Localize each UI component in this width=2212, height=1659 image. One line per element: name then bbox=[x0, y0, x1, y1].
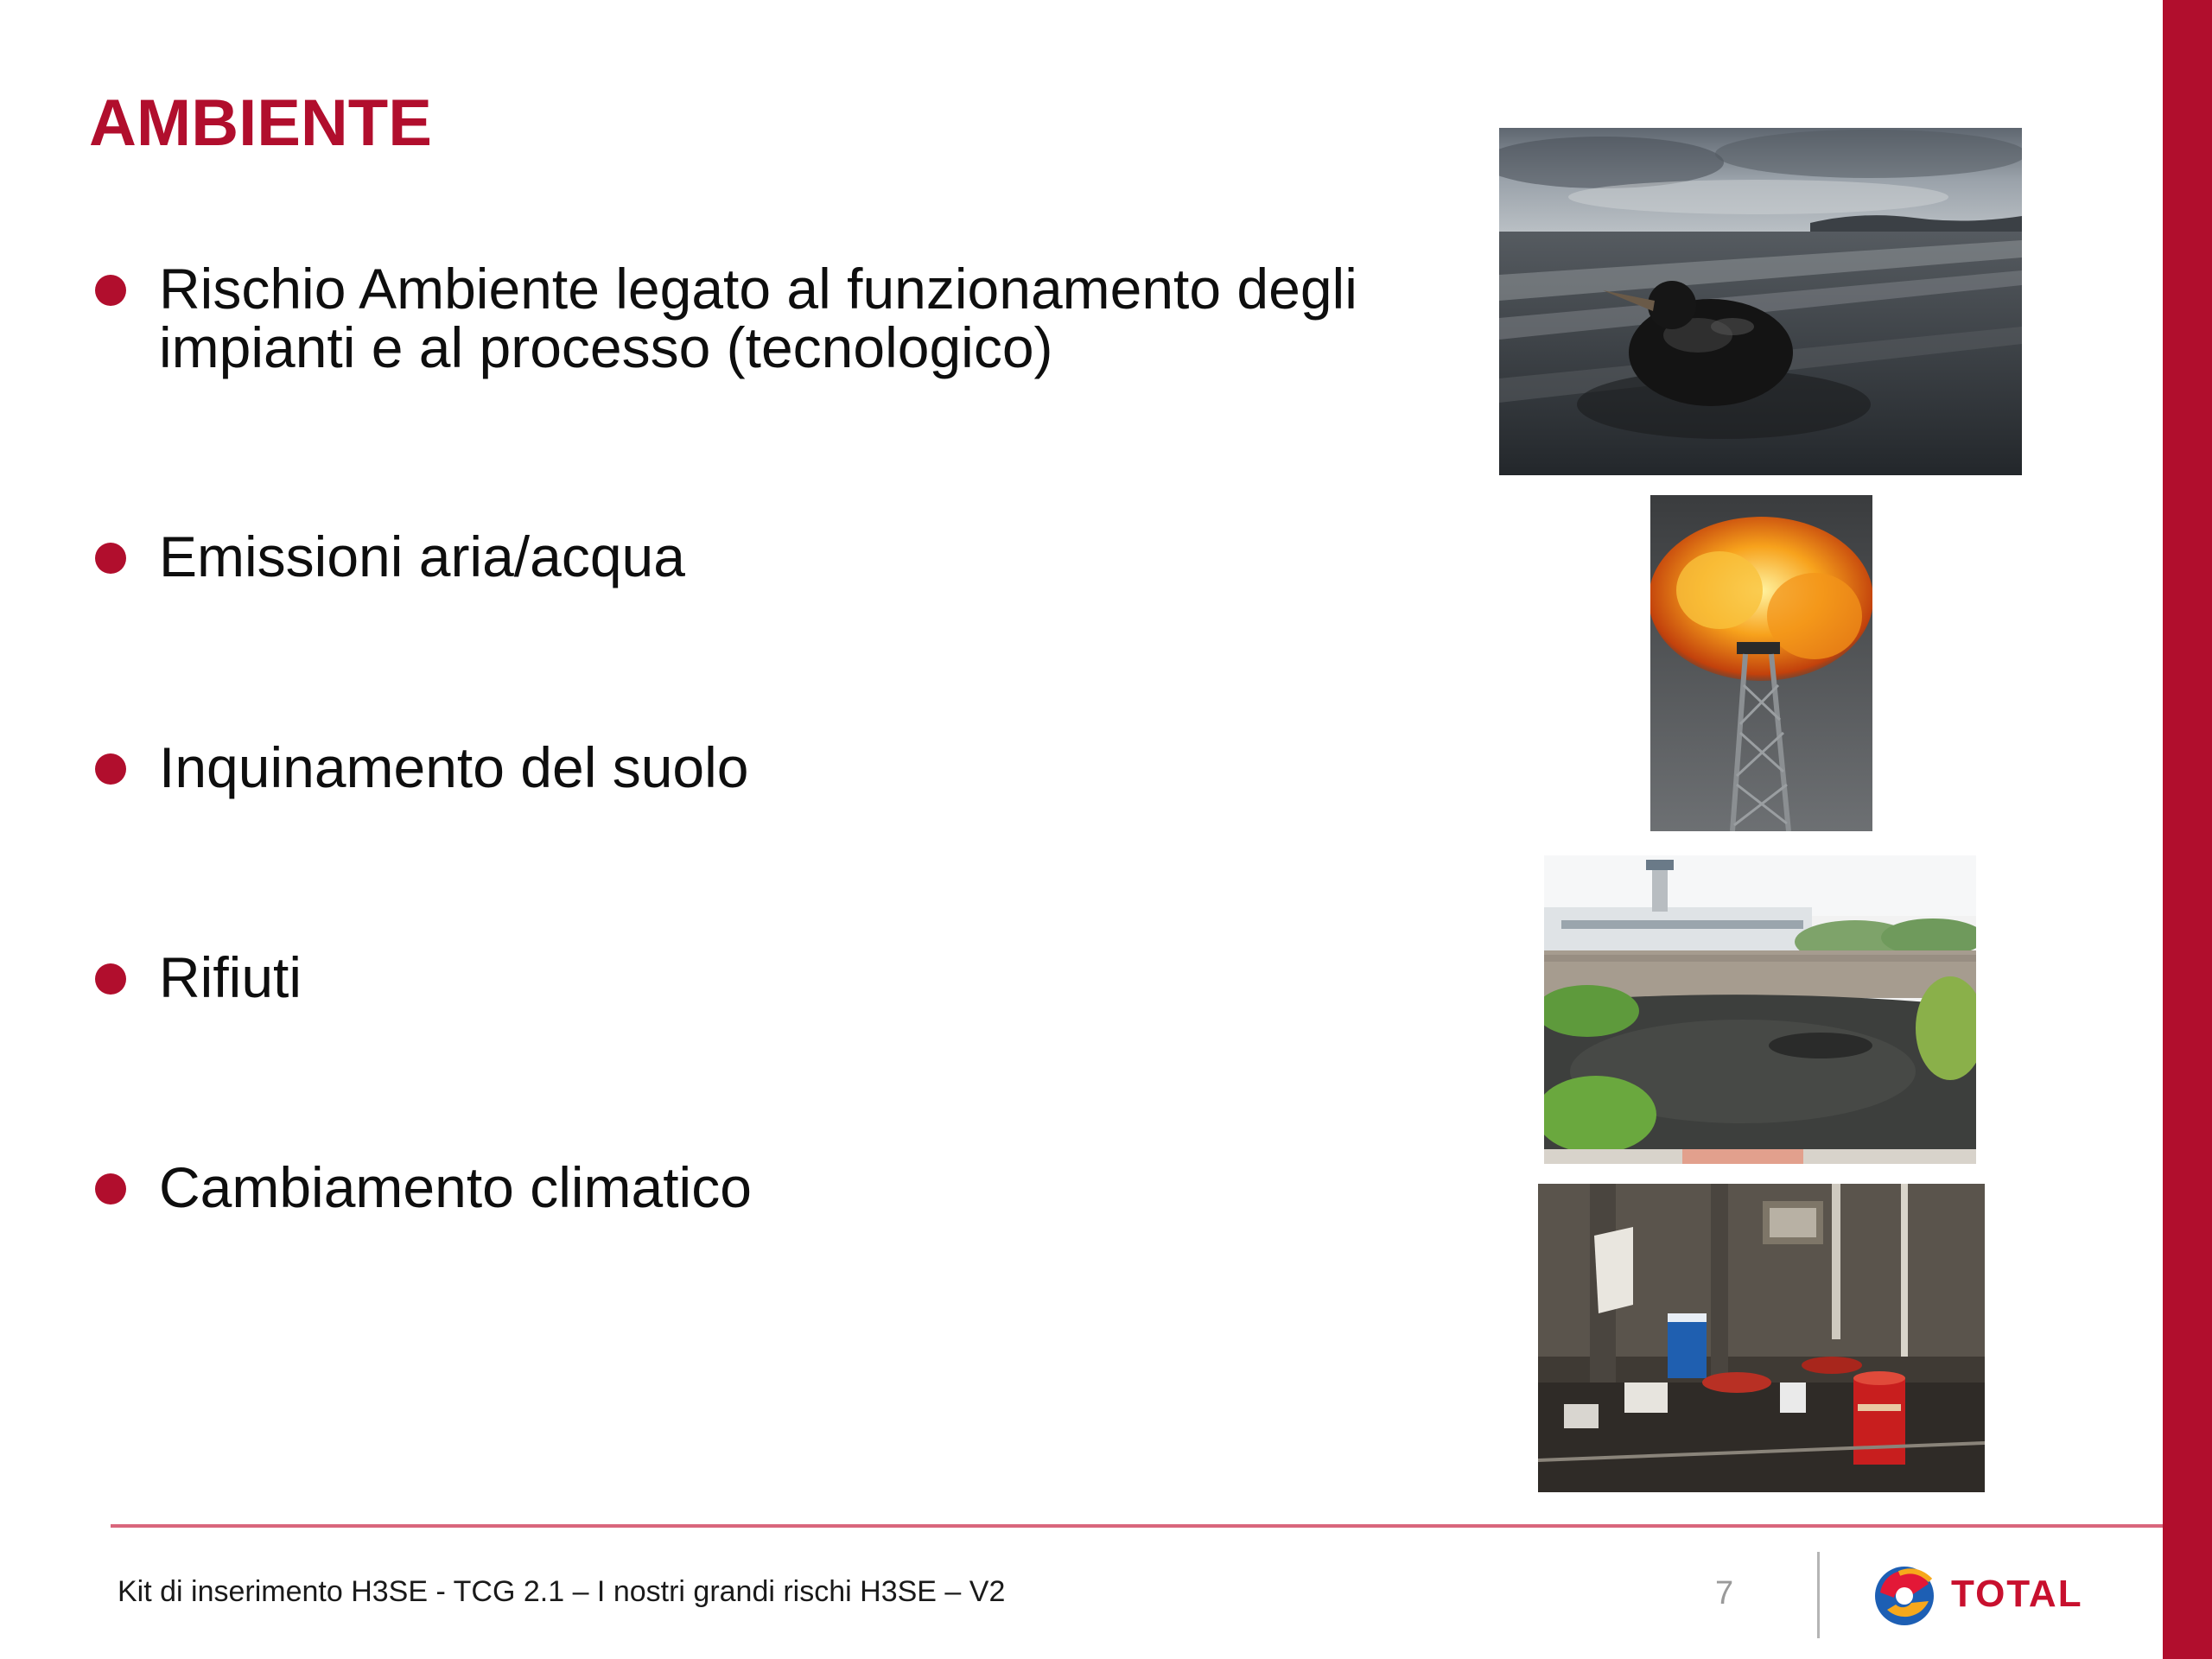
bullet-dot-icon bbox=[95, 753, 126, 785]
bullet-item bbox=[95, 259, 1478, 377]
bullet-item bbox=[95, 524, 1478, 588]
bullet-text: Rischio Ambiente legato al funzionamento degli impianti e al processo (tecnologico) bbox=[159, 257, 1357, 379]
bullet-item bbox=[95, 945, 1478, 1009]
oil-covered-bird-photo bbox=[1499, 128, 2022, 475]
total-logo bbox=[1868, 1555, 2093, 1633]
bullet-dot-icon bbox=[95, 963, 126, 995]
bullet-text: Cambiamento climatico bbox=[159, 1155, 752, 1219]
footer-text: Kit di inserimento H3SE - TCG 2.1 – I nostri grandi rischi H3SE – V2 bbox=[118, 1575, 1006, 1608]
total-logo-text: TOTAL bbox=[1951, 1573, 2083, 1615]
footer-divider bbox=[111, 1524, 2163, 1528]
footer-separator bbox=[1817, 1552, 1820, 1638]
bullet-dot-icon bbox=[95, 543, 126, 574]
slide-title: AMBIENTE bbox=[89, 86, 432, 160]
page-number: 7 bbox=[1715, 1575, 1734, 1611]
bullet-text: Rifiuti bbox=[159, 945, 302, 1009]
waste-drums-room-photo bbox=[1538, 1184, 1985, 1492]
polluted-soil-pit-photo bbox=[1544, 855, 1976, 1164]
bullet-dot-icon bbox=[95, 1173, 126, 1205]
total-logo-icon bbox=[1868, 1558, 1941, 1630]
bullet-text: Inquinamento del suolo bbox=[159, 735, 749, 799]
bullet-text: Emissioni aria/acqua bbox=[159, 524, 685, 588]
bullet-item bbox=[95, 735, 1478, 799]
bullet-item bbox=[95, 1155, 1478, 1219]
gas-flare-photo bbox=[1650, 495, 1872, 831]
side-accent-bar bbox=[2163, 0, 2212, 1659]
bullet-dot-icon bbox=[95, 275, 126, 306]
